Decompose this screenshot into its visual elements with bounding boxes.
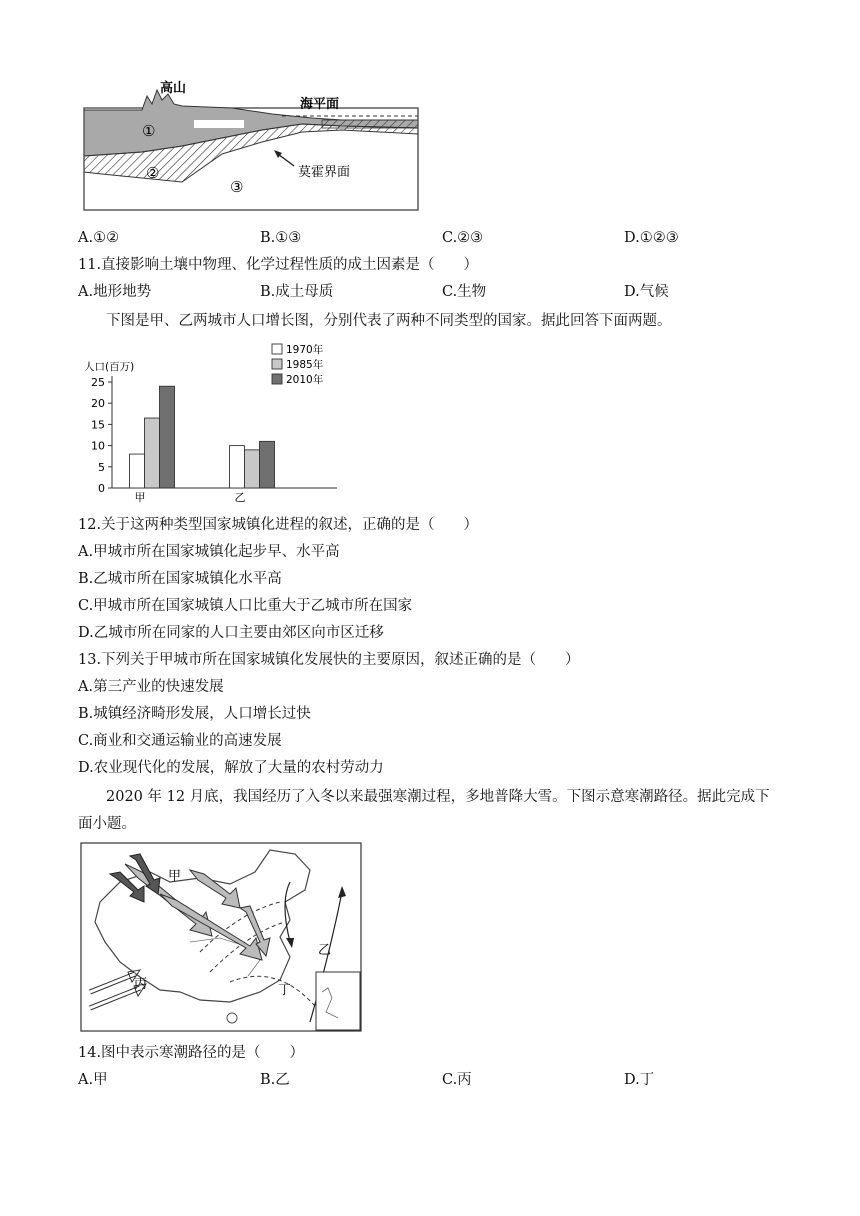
y-tick-label: 15 bbox=[91, 418, 105, 432]
legend-label: 2010年 bbox=[286, 374, 324, 386]
y-tick-label: 20 bbox=[91, 397, 105, 411]
crust-section-figure bbox=[82, 78, 422, 213]
map-label-bing: 丙 bbox=[134, 977, 148, 992]
moho-label: 莫霍界面 bbox=[298, 165, 351, 180]
q11-option-c[interactable]: C.生物 bbox=[442, 284, 487, 300]
map-label-jia: 甲 bbox=[168, 869, 182, 884]
legend-label: 1985年 bbox=[286, 359, 324, 371]
x-category-label: 甲 bbox=[134, 491, 146, 504]
q14-option-a[interactable]: A.甲 bbox=[78, 1072, 108, 1088]
map-label-yi: 乙 bbox=[318, 943, 332, 958]
legend-swatch bbox=[272, 344, 282, 354]
q11-option-d[interactable]: D.气候 bbox=[624, 284, 669, 300]
legend-swatch bbox=[272, 359, 282, 369]
q11-option-b[interactable]: B.成土母质 bbox=[260, 284, 334, 300]
q12-option-c[interactable]: C.甲城市所在国家城镇人口比重大于乙城市所在国家 bbox=[78, 598, 413, 614]
cold-wave-map bbox=[80, 842, 362, 1032]
population-chart-svg bbox=[82, 340, 342, 505]
sealevel-label: 海平面 bbox=[300, 97, 340, 112]
q10-option-c[interactable]: C.②③ bbox=[442, 230, 484, 246]
intro-12-13: 下图是甲、乙两城市人口增长图，分别代表了两种不同类型的国家。据此回答下面两题。 bbox=[106, 313, 672, 329]
q13-option-b[interactable]: B.城镇经济畸形发展，人口增长过快 bbox=[78, 706, 311, 722]
legend-label: 1970年 bbox=[286, 344, 324, 356]
marker-3: ③ bbox=[230, 178, 244, 196]
population-chart bbox=[82, 340, 342, 505]
cold-wave-map-svg bbox=[80, 842, 362, 1032]
q13-option-d[interactable]: D.农业现代化的发展，解放了大量的农村劳动力 bbox=[78, 760, 384, 776]
y-tick-label: 10 bbox=[91, 439, 105, 453]
q10-option-a[interactable]: A.①② bbox=[78, 230, 120, 246]
q11-stem: 11.直接影响土壤中物理、化学过程性质的成土因素是（ ） bbox=[78, 257, 479, 273]
q12-option-a[interactable]: A.甲城市所在国家城镇化起步早、水平高 bbox=[78, 544, 340, 560]
q13-option-a[interactable]: A.第三产业的快速发展 bbox=[78, 679, 224, 695]
chart-ylabel: 人口(百万) bbox=[84, 361, 135, 373]
q11-option-a[interactable]: A.地形地势 bbox=[78, 284, 152, 300]
q10-option-d[interactable]: D.①②③ bbox=[624, 230, 679, 246]
y-tick-label: 5 bbox=[98, 460, 105, 474]
q13-stem: 13.下列关于甲城市所在国家城镇化发展快的主要原因，叙述正确的是（ ） bbox=[78, 652, 580, 668]
intro-14-line2: 面小题。 bbox=[78, 816, 136, 832]
q10-option-b[interactable]: B.①③ bbox=[260, 230, 302, 246]
y-tick-label: 25 bbox=[91, 376, 105, 389]
bar bbox=[130, 454, 145, 488]
bar bbox=[245, 450, 260, 488]
intro-14-line1: 2020 年 12 月底，我国经历了入冬以来最强寒潮过程，多地普降大雪。下图示意寒潮路径。据此完成下 bbox=[106, 789, 770, 805]
bar bbox=[230, 446, 245, 488]
q13-option-c[interactable]: C.商业和交通运输业的高速发展 bbox=[78, 733, 282, 749]
x-category-label: 乙 bbox=[234, 491, 246, 504]
q14-option-c[interactable]: C.丙 bbox=[442, 1072, 472, 1088]
q12-stem: 12.关于这两种类型国家城镇化进程的叙述，正确的是（ ） bbox=[78, 517, 479, 533]
marker-1: ① bbox=[142, 122, 156, 140]
q12-option-b[interactable]: B.乙城市所在国家城镇化水平高 bbox=[78, 571, 282, 587]
bar bbox=[260, 441, 275, 488]
legend-swatch bbox=[272, 374, 282, 384]
bar bbox=[160, 386, 175, 488]
bar bbox=[145, 418, 160, 488]
map-label-ding: 丁 bbox=[278, 983, 292, 998]
y-tick-label: 0 bbox=[98, 482, 105, 495]
q14-option-d[interactable]: D.丁 bbox=[624, 1072, 655, 1088]
crust-section-svg bbox=[82, 78, 422, 213]
mountain-label: 高山 bbox=[160, 81, 187, 96]
q14-stem: 14.图中表示寒潮路径的是（ ） bbox=[78, 1045, 305, 1061]
q14-option-b[interactable]: B.乙 bbox=[260, 1072, 290, 1088]
marker-2: ② bbox=[146, 164, 160, 182]
q12-option-d[interactable]: D.乙城市所在同家的人口主要由郊区向市区迁移 bbox=[78, 625, 384, 641]
